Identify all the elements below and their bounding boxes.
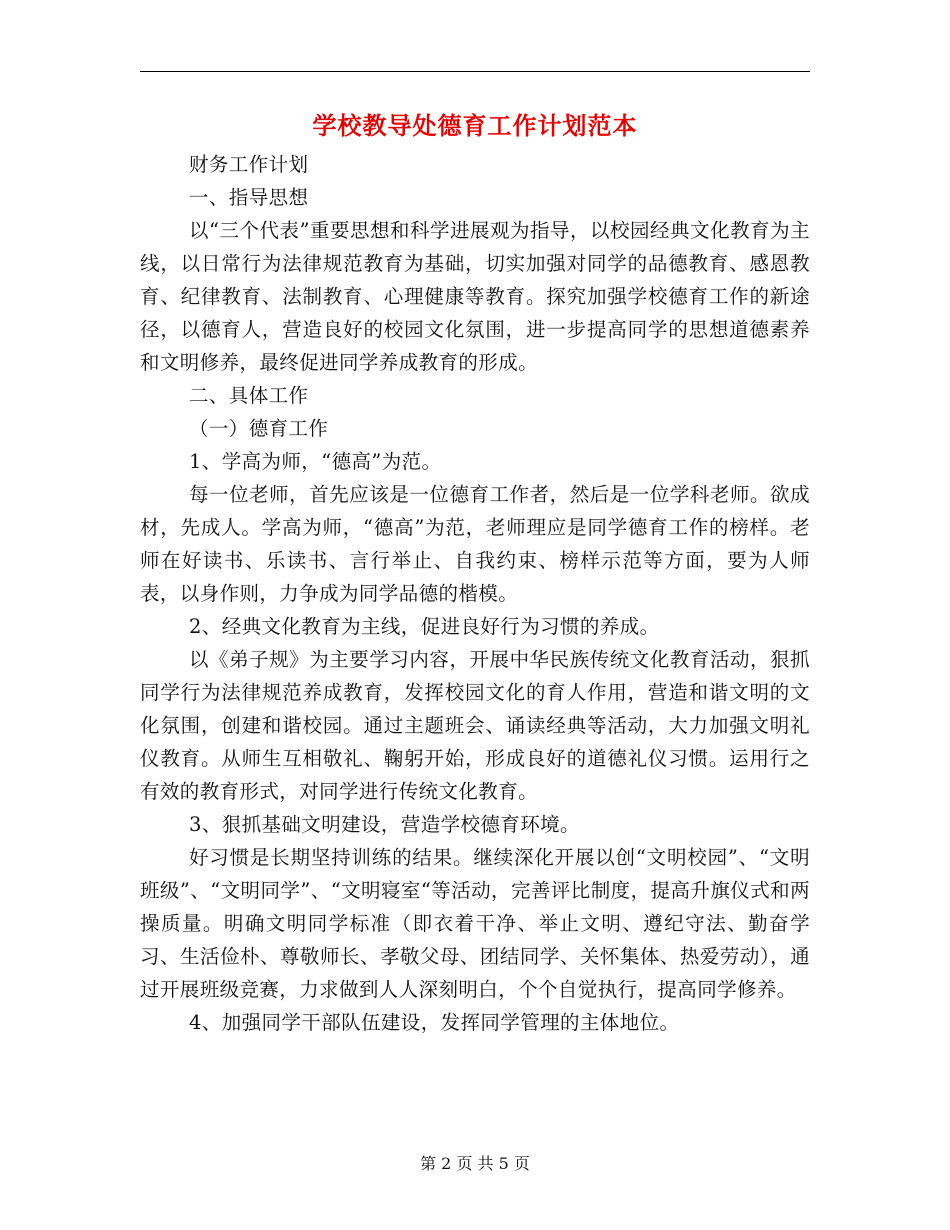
document-title: 学校教导处德育工作计划范本 [312,111,638,140]
paragraph: 每一位老师，首先应该是一位德育工作者，然后是一位学科老师。欲成材，先成人。学高为师，“德高”为范，老师理应是同学德育工作的榜样。老师在好读书、乐读书、言行举止、自我约束、榜样示范等方面，要为人师表，以身作则，力争成为同学品德的楷模。 [140,483,810,605]
section-heading: 二、具体工作 [189,384,309,407]
item-heading: 1、学高为师，“德高”为范。 [189,450,442,473]
paragraph: 以《弟子规》为主要学习内容，开展中华民族传统文化教育活动，狠抓同学行为法律规范养成教育，发挥校园文化的育人作用，营造和谐文明的文化氛围，创建和谐校园。通过主题班会、诵读经典等活动，大力加强文明礼仪教育。从师生互相敬礼、鞠躬开始，形成良好的道德礼仪习惯。运用行之有效的教育形式，对同学进行传统文化教育。 [140,648,810,803]
document-body [140,148,810,1039]
item-heading: 3、狠抓基础文明建设，营造学校德育环境。 [189,813,580,836]
paragraph: 以“三个代表”重要思想和科学进展观为指导，以校园经典文化教育为主线，以日常行为法律规范教育为基础，切实加强对同学的品德教育、感恩教育、纪律教育、法制教育、心理健康等教育。探究加强学校德育工作的新途径，以德育人，营造良好的校园文化氛围，进一步提高同学的思想道德素养和文明修养，最终促进同学养成教育的形成。 [140,219,810,374]
item-heading: 4、加强同学干部队伍建设，发挥同学管理的主体地位。 [189,1011,680,1034]
paragraph: 好习惯是长期坚持训练的结果。继续深化开展以创“文明校园”、“文明班级”、“文明同学”、“文明寝室“等活动，完善评比制度，提高升旗仪式和两操质量。明确文明同学标准（即衣着干净、举止文明、遵纪守法、勤奋学习、生活俭朴、尊敬师长、孝敬父母、团结同学、关怀集体、热爱劳动），通过开展班级竞赛，力求做到人人深刻明白，个个自觉执行，提高同学修养。 [140,846,810,1001]
subsection-heading: （一）德育工作 [189,417,329,440]
section-heading: 一、指导思想 [189,186,309,209]
paragraph: 财务工作计划 [189,153,309,176]
page-number: 第 2 页 共 5 页 [420,1154,530,1173]
item-heading: 2、经典文化教育为主线，促进良好行为习惯的养成。 [189,615,660,638]
header-rule [140,71,810,72]
